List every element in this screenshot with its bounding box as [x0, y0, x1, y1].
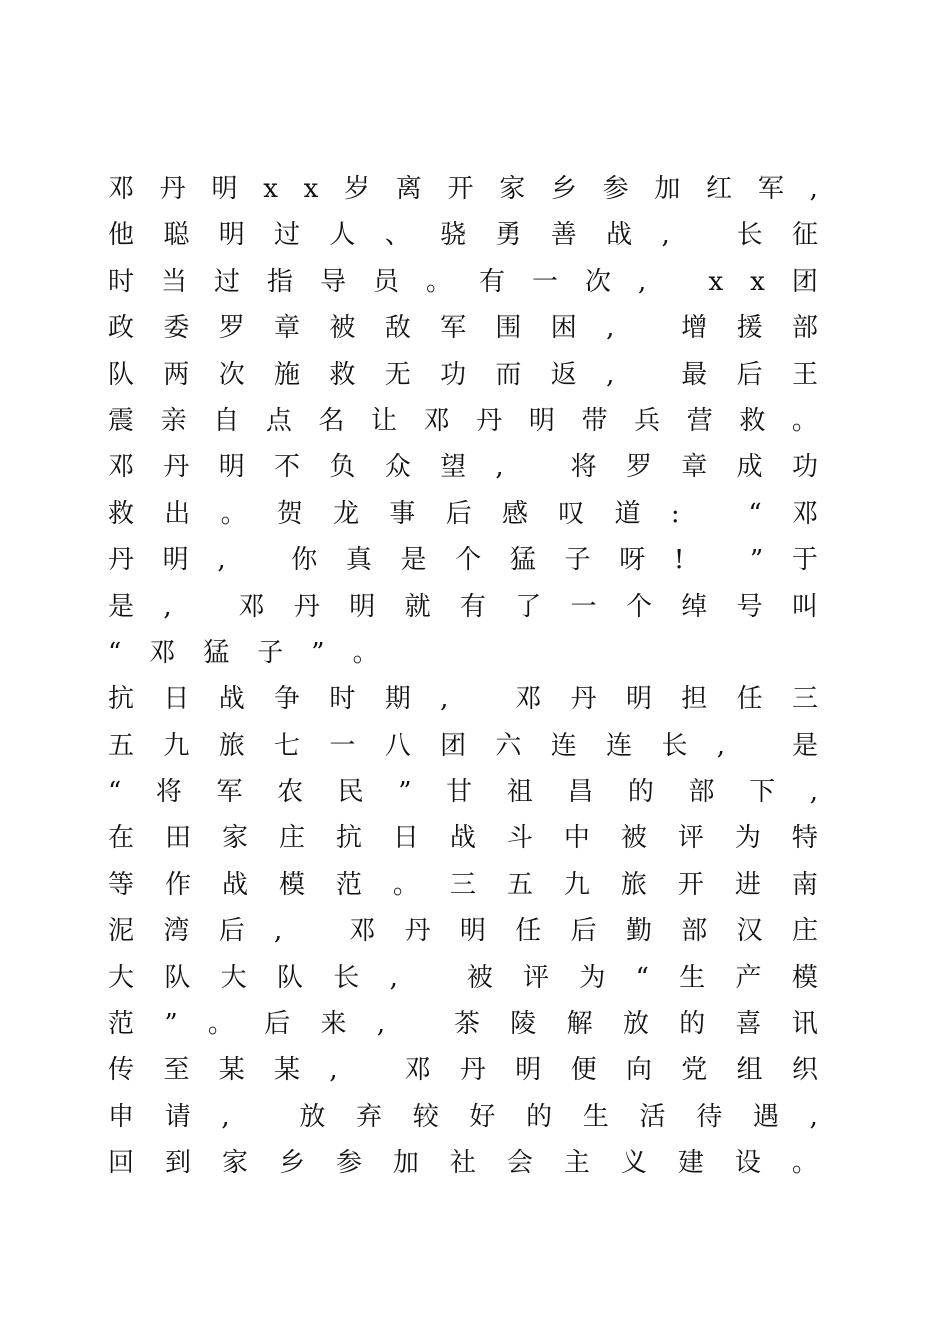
- text-line: 等 作 战 模 范 。 三 五 九 旅 开 进 南: [108, 869, 818, 900]
- text-line: 是 , 邓 丹 明 就 有 了 一 个 绰 号 叫: [108, 591, 818, 622]
- text-line: 传 至 某 某 , 邓 丹 明 便 向 党 组 织: [108, 1055, 818, 1086]
- text-line: 时 当 过 指 导 员 。 有 一 次 , x x 团: [108, 266, 818, 297]
- text-line: 五 九 旅 七 一 八 团 六 连 连 长 , 是: [108, 730, 818, 761]
- body-text: [108, 166, 818, 1187]
- text-line: 震 亲 自 点 名 让 邓 丹 明 带 兵 营 救 。: [108, 405, 818, 436]
- text-line: 泥 湾 后 , 邓 丹 明 任 后 勤 部 汉 庄: [108, 916, 818, 947]
- text-line: 范 ” 。 后 来 , 茶 陵 解 放 的 喜 讯: [108, 1009, 818, 1040]
- text-line: 抗 日 战 争 时 期 , 邓 丹 明 担 任 三: [108, 684, 818, 715]
- text-line: 邓 丹 明 不 负 众 望 , 将 罗 章 成 功: [108, 452, 818, 483]
- text-line: “ 将 军 农 民 ” 甘 祖 昌 的 部 下 ,: [108, 777, 818, 808]
- text-line: 丹 明 , 你 真 是 个 猛 子 呀 ! ” 于: [108, 545, 818, 576]
- text-line: 申 请 , 放 弃 较 好 的 生 活 待 遇 ,: [108, 1101, 818, 1132]
- text-line: 在 田 家 庄 抗 日 战 斗 中 被 评 为 特: [108, 823, 818, 854]
- text-line: “邓猛子”。: [108, 637, 407, 668]
- text-line: 邓 丹 明 x x 岁 离 开 家 乡 参 加 红 军 ,: [108, 174, 818, 204]
- text-line: 政 委 罗 章 被 敌 军 围 困 , 增 援 部: [108, 313, 818, 344]
- text-line: 队 两 次 施 救 无 功 而 返 , 最 后 王: [108, 359, 818, 390]
- text-line: 回 到 家 乡 参 加 社 会 主 义 建 设 。: [108, 1148, 818, 1179]
- text-line: 大 队 大 队 长 , 被 评 为 “ 生 产 模: [108, 962, 818, 993]
- text-line: 救 出 。 贺 龙 事 后 感 叹 道 : “ 邓: [108, 498, 818, 529]
- text-line: 他 聪 明 过 人 、 骁 勇 善 战 , 长 征: [108, 220, 818, 251]
